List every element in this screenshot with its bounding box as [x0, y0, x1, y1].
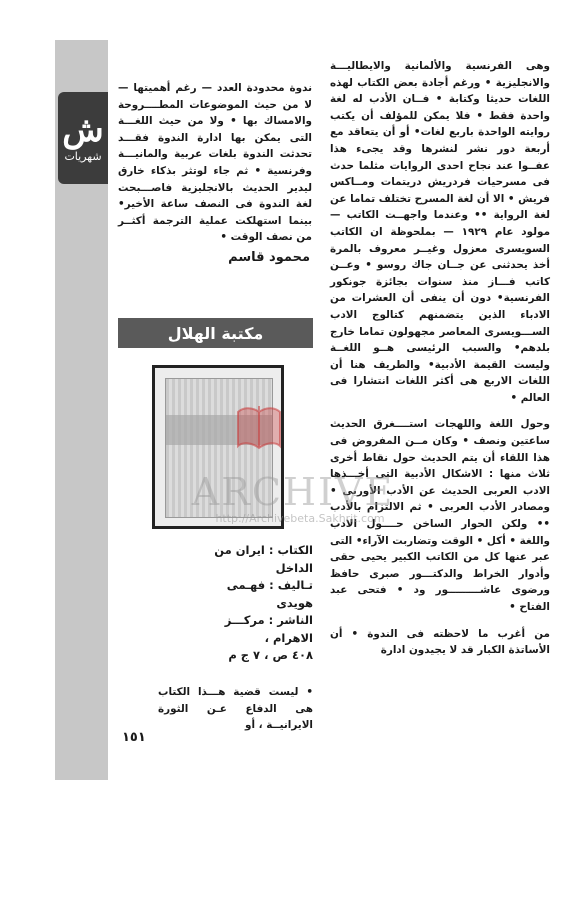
left-top-column [118, 80, 312, 256]
section-tab [58, 92, 108, 184]
paragraph: وهى الفرنسية والألمانية والايطاليـــة والانجليزية • ورغم أجادة بعض الكتاب لهذه اللغات حديثا وكتابة • فــان الأدب له لغة واحدة فقط • فلا يمكن للمؤلف أن يكتب روايته الواحدة باربع لغات• أو أن يتعاقد مع أربعة دور نشر لنشرها وقد يجىء هذا عفــوا عند نجاح احدى الروايات مثلما حدث فى مسرحيات فردريش دريتمات ومــاكس فريش • الا أن لغة المسرح تختلف تماما عن لغة الرواية •• وعندما واجهــت الكاتب — مولود عام ١٩٢٩ — بملحوظة ان الكاتب السويسرى معزول وغيــر معروف بالمرة أخذ يحدثنى عن جــان جاك روسو • وعــن كاتب فـــاز منذ سنوات بجائزة جونكور الفرنسية• دون أن ينفى أن العشرات من الادباء الذين يتضمنهم كتالوج الادب الســـويسرى المعاصر مجهولون تماما خارج بلدهم• والسبب الرئيسى هــو اللغــة وليست القيمة الأدبية• والطريف هنا أن اللغات الاربع هى أكثر اللغات انتشارا فى العالم • [330, 60, 550, 404]
section-tab-label: شهريات [64, 150, 102, 163]
archive-watermark: ARCHIVE [191, 470, 395, 514]
book-info-line: الكتاب : ايران من [214, 543, 313, 557]
right-column [330, 58, 550, 669]
author-name: محمود قاسم [228, 250, 310, 265]
left-bottom-column [158, 684, 313, 744]
book-info-line: ٤٠٨ ص ، ٧ ج م [228, 648, 313, 662]
paragraph: ندوة محدودة العدد — رغم أهميتها — لا من حيث الموضوعات المطــــروحة والامساك بها • ولا من حيث اللغـــة التى يمكن بها ادارة الندوة فقـــد تحدثت الندوة بلغات عربية والمانيـــة وفرنسية • ثم جاء لوتثر بذكاء خارق ليدير الحديث بالانجليزية فاصـــبحت لغة الندوة فى النصف ساعة الأخير• بينما استهلكت عملية الترجمة أكثــر من نصف الوقت • [118, 82, 312, 244]
page-number: ١٥١ [122, 730, 146, 745]
paragraph: وحول اللغة واللهجات استــــغرق الحديث ساعتين ونصف • وكان مــن المفروض فى هذا اللقاء أن يتم الحديث حول نقاط أخرى ثلاث منها : الاشكال الأدبية التى أخـــذها الادب العربى الحديث عن الأدب الأوربى • ومصادر الأدب العربى • ثم الالتزام بالأدب •• ولكن الحوار الساخن حــــول الادب واللغة • أكل • الوقت وتضاربت الآراء• التى عبر عنها كل من الكاتب الكبير يحيى حقى وأدوار الخراط والدكتـــور صبرى حافظ ورضوى عاشـــــــــور ود • فتحى عبد الفتاح • [330, 418, 550, 613]
archive-watermark-url: http://Archivebeta.Sakhrit.com [215, 512, 385, 525]
book-watermark-icon [236, 400, 282, 452]
book-info-line: هويدى [276, 595, 313, 610]
book-info-line: الناشر : مركـــز [224, 613, 313, 627]
book-info-line: الاهرام ، [264, 630, 313, 645]
paragraph: من أغرب ما لاحظته فى الندوة • أن الأساتذة الكبار قد لا يجيدون ادارة [330, 627, 550, 657]
section-banner: مكتبة الهلال [118, 318, 313, 348]
paragraph: • ليست قضية هـــذا الكتاب هى الدفاع عـن الثورة الايرانيــة ، أو [158, 686, 313, 732]
section-tab-letter: ش [62, 110, 104, 150]
book-info-line: تـاليف : فهـمى [226, 578, 313, 592]
book-info-line: الداخل [275, 560, 313, 575]
book-info [145, 542, 313, 665]
